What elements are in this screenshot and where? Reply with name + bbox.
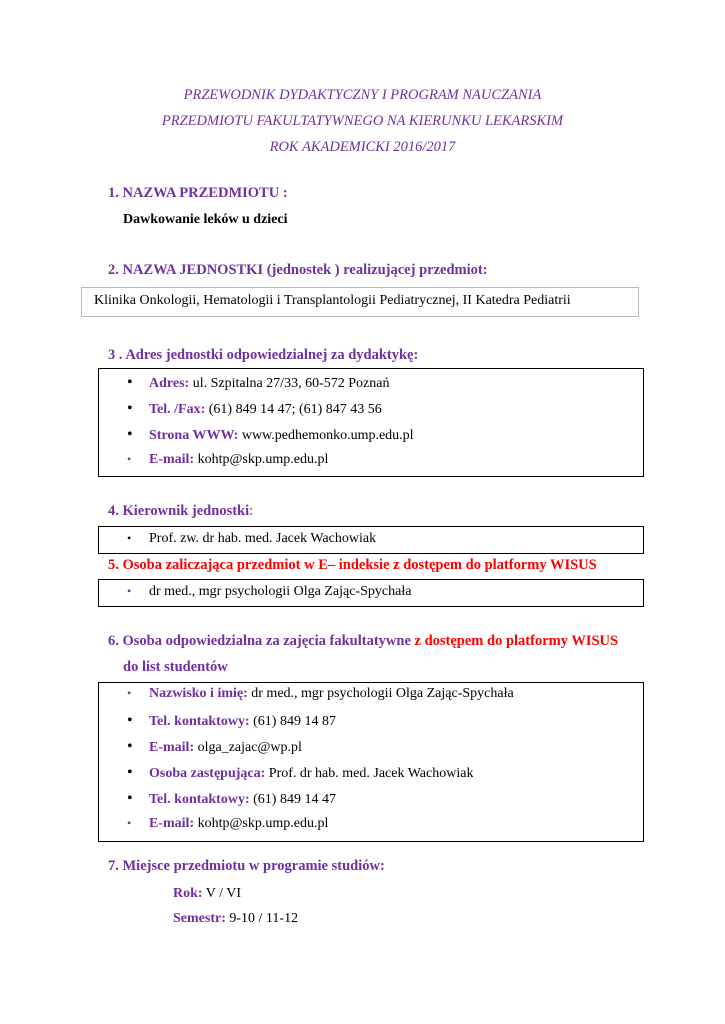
name-item: •Nazwisko i imię: dr med., mgr psychologii Olga Zając-Spychała <box>127 686 514 702</box>
bullet-icon <box>127 452 149 468</box>
phone-item: •Tel. kontaktowy: (61) 849 14 87 <box>127 712 336 730</box>
unit-name: Klinika Onkologii, Hematologii i Transplantologii Pediatrycznej, II Katedra Pediatrii <box>94 293 571 308</box>
bullet-icon <box>127 426 149 444</box>
section-4-title: 4. Kierownik jednostki: <box>108 503 254 519</box>
course-name: Dawkowanie leków u dzieci <box>123 212 288 227</box>
bullet-icon <box>127 686 149 702</box>
section-7-title: 7. Miejsce przedmiotu w programie studiów: <box>108 858 385 874</box>
header-line-3: ROK AKADEMICKI 2016/2017 <box>269 139 456 155</box>
bullet-icon <box>127 374 149 392</box>
header-line-1: PRZEWODNIK DYDAKTYCZNY I PROGRAM NAUCZANIA <box>183 87 542 103</box>
section-6-title: 6. Osoba odpowiedzialna za zajęcia fakultatywne z dostępem do platformy WISUS <box>108 633 619 649</box>
deputy-email-item: •E-mail: kohtp@skp.ump.edu.pl <box>127 816 328 832</box>
semester-field: Semestr: 9-10 / 11-12 <box>173 911 299 926</box>
year-field: Rok: V / VI <box>173 886 242 901</box>
section-6-title-cont: do list studentów <box>123 659 228 675</box>
bullet-icon <box>127 531 149 547</box>
email-item: •E-mail: olga_zajac@wp.pl <box>127 738 302 756</box>
email-item: •E-mail: kohtp@skp.ump.edu.pl <box>127 452 328 468</box>
assessor-item: •dr med., mgr psychologii Olga Zając-Spychała <box>127 584 411 600</box>
bullet-icon <box>127 790 149 808</box>
address-item: •Adres: ul. Szpitalna 27/33, 60-572 Poznań <box>127 374 389 392</box>
unit-name-box <box>81 287 639 317</box>
bullet-icon <box>127 764 149 782</box>
assessor-box <box>98 579 644 607</box>
deputy-item: •Osoba zastępująca: Prof. dr hab. med. Jacek Wachowiak <box>127 764 473 782</box>
section-5-title: 5. Osoba zaliczająca przedmiot w E– indeksie z dostępem do platformy WISUS <box>108 557 597 573</box>
phone-fax-item: •Tel. /Fax: (61) 849 14 47; (61) 847 43 56 <box>127 400 382 418</box>
responsible-box <box>98 682 644 842</box>
bullet-icon <box>127 712 149 730</box>
section-3-title: 3 . Adres jednostki odpowiedzialnej za dydaktykę: <box>108 347 419 363</box>
deputy-phone-item: •Tel. kontaktowy: (61) 849 14 47 <box>127 790 336 808</box>
address-box <box>98 368 644 477</box>
bullet-icon <box>127 584 149 600</box>
head-item: •Prof. zw. dr hab. med. Jacek Wachowiak <box>127 531 376 547</box>
head-box <box>98 526 644 554</box>
header-line-2: PRZEDMIOTU FAKULTATYWNEGO NA KIERUNKU LEKARSKIM <box>161 113 564 129</box>
bullet-icon <box>127 738 149 756</box>
section-1-title: 1. NAZWA PRZEDMIOTU : <box>108 185 288 201</box>
bullet-icon <box>127 816 149 832</box>
bullet-icon <box>127 400 149 418</box>
website-item: •Strona WWW: www.pedhemonko.ump.edu.pl <box>127 426 414 444</box>
section-2-title: 2. NAZWA JEDNOSTKI (jednostek ) realizującej przedmiot: <box>108 262 488 278</box>
